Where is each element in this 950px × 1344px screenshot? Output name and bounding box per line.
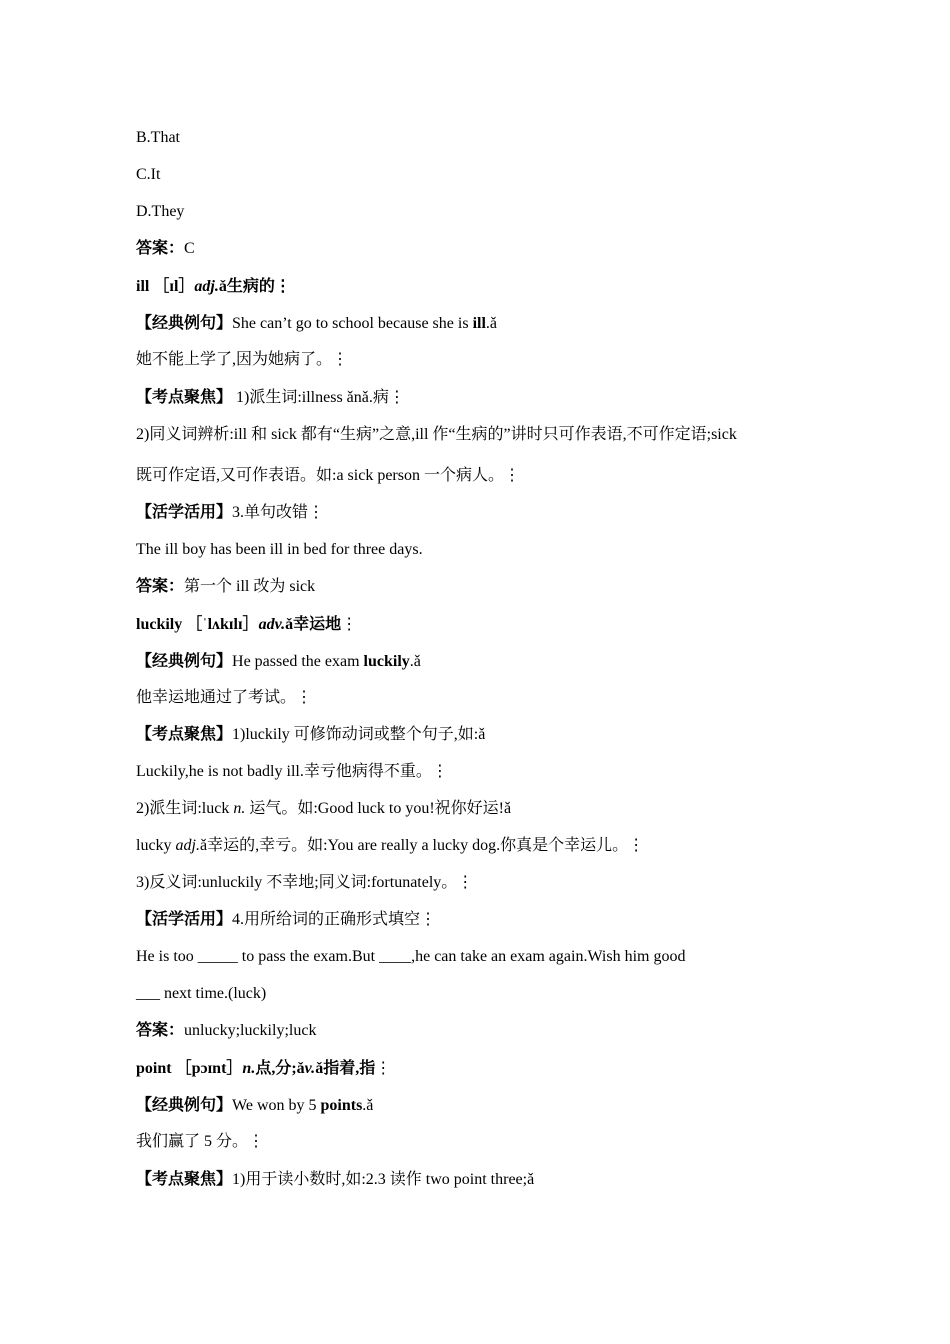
focus-point-ill-2-cont: 既可作定语,又可作表语。如:a sick person 一个病人。⋮ [136,467,520,484]
example-keyword: ill [472,315,486,332]
answer-value: unlucky;luckily;luck [184,1022,317,1039]
meaning: ǎ幸运地 [285,616,342,633]
meaning-2: ǎ指着,指 [315,1060,376,1077]
part-of-speech: adv. [258,616,286,633]
part-of-speech-2: v. [304,1060,316,1077]
focus-point-ill-1: 【考点聚焦】 1)派生词:illness ǎnǎ.病⋮ [136,389,405,406]
focus-point-luckily-3: 3)反义词:unluckily 不幸地;同义词:fortunately。⋮ [136,874,474,891]
example-sentence-luckily: 【经典例句】He passed the exam luckily.ǎ [136,653,421,670]
answer-label: 答案： [136,1022,185,1039]
example-label: 【经典例句】 [136,315,233,332]
focus-point-ill-2: 2)同义词辨析:ill 和 sick 都有“生病”之意,ill 作“生病的”讲时只可作表语,不可作定语;sick [136,426,737,443]
example-keyword: points [320,1097,363,1114]
focus-point-luckily-2-cont: lucky adj.ǎ幸运的,幸亏。如:You are really a lucky dog.你真是个幸运儿。⋮ [136,837,645,854]
part-of-speech: n. [242,1060,256,1077]
focus-point-luckily-2: 2)派生词:luck n. 运气。如:Good luck to you!祝你好运!ǎ [136,800,512,817]
answer-label: 答案： [136,578,185,595]
headword: ill [136,278,150,295]
example-translation-luckily: 他幸运地通过了考试。⋮ [136,689,313,706]
example-label: 【经典例句】 [136,653,233,670]
example-label: 【经典例句】 [136,1097,233,1114]
part-of-speech: adj. [194,278,219,295]
focus-point-luckily-1: 【考点聚焦】1)luckily 可修饰动词或整个句子,如:ǎ [136,726,486,743]
focus-point-point-1: 【考点聚焦】1)用于读小数时,如:2.3 读作 two point three;ǎ [136,1171,535,1188]
example-keyword: luckily [363,653,410,670]
option-d: D.They [136,203,185,220]
focus-point-luckily-1-cont: Luckily,he is not badly ill.幸亏他病得不重。⋮ [136,763,448,780]
focus-label: 【考点聚焦】 [136,726,233,743]
practice-sentence-luckily: He is too _____ to pass the exam.But ____,he can take an exam again.Wish him good [136,948,686,965]
example-sentence-point: 【经典例句】We won by 5 points.ǎ [136,1097,374,1114]
entry-heading-luckily: luckily ［ˈlʌkɪlɪ］adv.ǎ幸运地⋮ [136,616,358,633]
answer-line-ill [136,577,315,597]
entry-heading-ill [136,277,291,297]
meaning: 点,分;ǎ [255,1060,305,1077]
option-c: C.It [136,166,161,183]
meaning: ǎ生病的⋮ [218,278,291,295]
answer-line-1 [136,239,195,259]
practice-label: 【活学活用】 [136,911,233,928]
example-sentence-ill: 【经典例句】She can’t go to school because she is ill.ǎ [136,315,498,332]
phonetic: ［pɔɪnt］ [175,1060,243,1077]
answer-label: 答案： [136,240,185,257]
focus-label: 【考点聚焦】 [136,1171,233,1188]
focus-label: 【考点聚焦】 [136,389,233,406]
phonetic: ［ˈlʌkɪlɪ］ [186,616,259,633]
answer-line-luckily [136,1021,316,1041]
practice-sentence-luckily-cont: ___ next time.(luck) [136,985,267,1002]
headword: point [136,1060,172,1077]
practice-luckily: 【活学活用】4.用所给词的正确形式填空⋮ [136,911,437,928]
practice-label: 【活学活用】 [136,504,233,521]
example-translation-ill: 她不能上学了,因为她病了。⋮ [136,351,349,368]
entry-heading-point: point ［pɔɪnt］n.点,分;ǎv.ǎ指着,指⋮ [136,1060,392,1077]
headword: luckily [136,616,183,633]
phonetic: ［ɪl］ [153,278,195,295]
example-translation-point: 我们赢了 5 分。⋮ [136,1133,265,1150]
answer-value: 第一个 ill 改为 sick [184,578,316,595]
answer-value: C [184,240,195,257]
practice-ill: 【活学活用】3.单句改错⋮ [136,504,325,521]
option-b: B.That [136,129,180,146]
practice-sentence-ill: The ill boy has been ill in bed for three days. [136,541,423,558]
